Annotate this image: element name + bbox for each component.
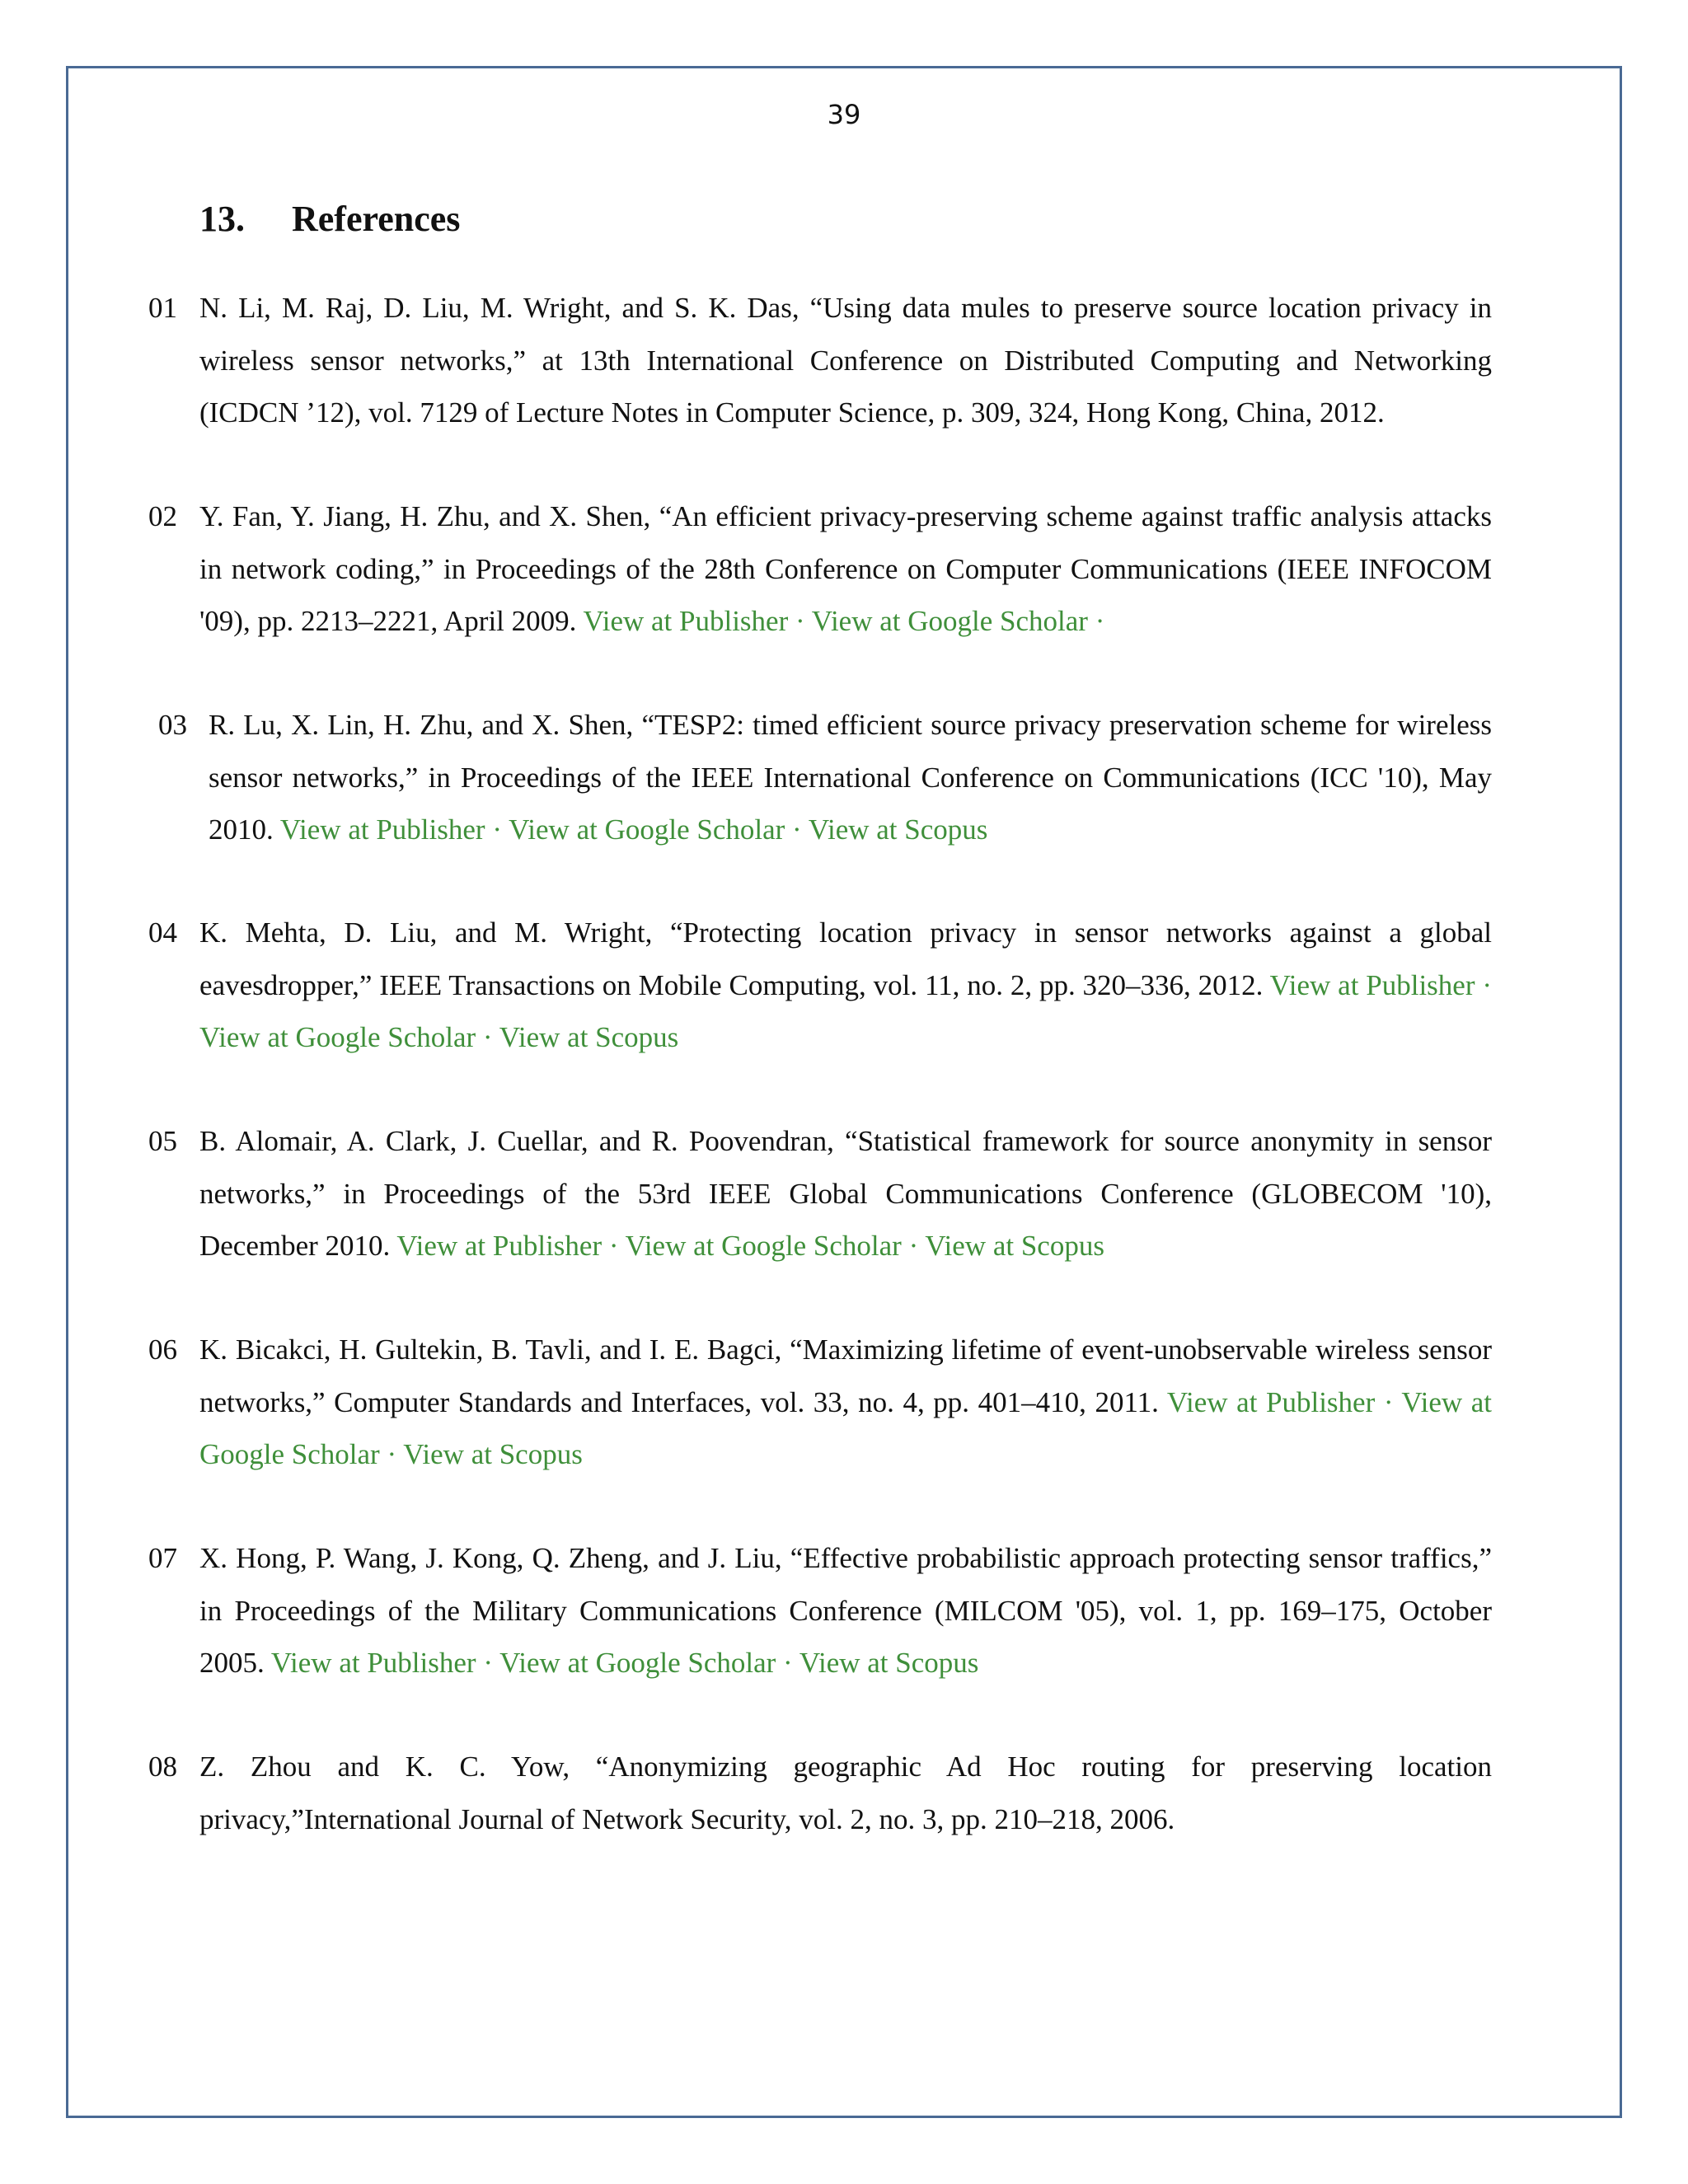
view-at-scopus-link[interactable]: View at Scopus <box>925 1230 1104 1262</box>
page-number: 39 <box>827 99 861 130</box>
reference-item <box>148 907 1492 1064</box>
reference-item <box>148 1115 1492 1272</box>
reference-text <box>209 699 1492 856</box>
reference-text <box>199 1741 1492 1845</box>
view-at-scopus-link[interactable]: View at Scopus <box>403 1438 583 1470</box>
view-at-google-scholar-link[interactable]: View at Google Scholar <box>811 605 1088 637</box>
reference-item <box>148 699 1492 856</box>
reference-index: 01 <box>148 292 177 324</box>
reference-text <box>199 1324 1492 1481</box>
citation-text: B. Alomair, A. Clark, J. Cuellar, and R. Poovendran, “Statistical framework for source anonymity in sensor networks,” in Proceedings of the 53rd IEEE Global Communications Conference (GLOBECOM '10), December 2010. <box>199 1125 1492 1262</box>
reference-index: 04 <box>148 916 177 949</box>
section-title: References <box>292 199 461 239</box>
link-separator: · <box>476 1021 499 1053</box>
view-at-publisher-link[interactable]: View at Publisher <box>1166 1385 1376 1418</box>
view-at-google-scholar-link[interactable]: View at Google Scholar <box>199 1021 476 1053</box>
view-at-scopus-link[interactable]: View at Scopus <box>799 1647 979 1679</box>
reference-index: 03 <box>158 709 187 741</box>
reference-item <box>148 1532 1492 1690</box>
citation-text: Z. Zhou and K. C. Yow, “Anonymizing geographic Ad Hoc routing for preserving location privacy,”International Journal of Network Security, vol. 2, no. 3, pp. 210–218, 2006. <box>199 1750 1492 1835</box>
reference-text <box>199 282 1492 439</box>
link-separator: · <box>485 813 509 846</box>
reference-text <box>199 490 1492 648</box>
reference-text <box>199 907 1492 1064</box>
link-separator: · <box>1375 1385 1402 1418</box>
reference-index: 06 <box>148 1333 177 1366</box>
link-separator: · <box>476 1647 500 1679</box>
view-at-scopus-link[interactable]: View at Scopus <box>499 1021 679 1053</box>
view-at-publisher-link[interactable]: View at Publisher <box>279 813 485 846</box>
link-separator: · <box>785 813 809 846</box>
view-at-publisher-link[interactable]: View at Publisher <box>270 1647 476 1679</box>
view-at-google-scholar-link[interactable]: View at Google Scholar <box>199 1385 1492 1470</box>
citation-text: Y. Fan, Y. Jiang, H. Zhu, and X. Shen, “An efficient privacy-preserving scheme against traffic analysis attacks in network coding,” in Proceedings of the 28th Conference on Computer Communications (IEEE INFOCOM '09), pp. 2213–2221, April 2009. <box>199 500 1492 637</box>
link-separator: · <box>602 1230 626 1262</box>
link-separator: · <box>1475 968 1492 1001</box>
section-heading <box>199 198 460 240</box>
link-separator: · <box>1087 605 1105 637</box>
view-at-google-scholar-link[interactable]: View at Google Scholar <box>499 1647 776 1679</box>
citation-text: K. Mehta, D. Liu, and M. Wright, “Protecting location privacy in sensor networks against a global eavesdropper,” IEEE Transactions on Mobile Computing, vol. 11, no. 2, pp. 320–336, 2012. <box>199 916 1492 1001</box>
reference-item <box>148 1324 1492 1481</box>
view-at-google-scholar-link[interactable]: View at Google Scholar <box>509 813 785 846</box>
reference-text <box>199 1532 1492 1690</box>
citation-text: N. Li, M. Raj, D. Liu, M. Wright, and S. K. Das, “Using data mules to preserve source location privacy in wireless sensor networks,” at 13th International Conference on Distributed Computing and Networking (ICDCN ’12), vol. 7129 of Lecture Notes in Computer Science, p. 309, 324, Hong Kong, China, 2012. <box>199 292 1492 429</box>
reference-index: 05 <box>148 1125 177 1157</box>
link-separator: · <box>776 1647 799 1679</box>
reference-index: 08 <box>148 1750 177 1783</box>
reference-index: 07 <box>148 1542 177 1574</box>
reference-item <box>148 490 1492 648</box>
reference-item <box>148 282 1492 439</box>
view-at-google-scholar-link[interactable]: View at Google Scholar <box>625 1230 902 1262</box>
view-at-scopus-link[interactable]: View at Scopus <box>808 813 988 846</box>
link-separator: · <box>379 1438 404 1470</box>
reference-text <box>199 1115 1492 1272</box>
citation-text: K. Bicakci, H. Gultekin, B. Tavli, and I. E. Bagci, “Maximizing lifetime of event-unobservable wireless sensor networks,” Computer Standards and Interfaces, vol. 33, no. 4, pp. 401–410, 2011. <box>199 1333 1492 1418</box>
link-separator: · <box>788 605 812 637</box>
link-separator: · <box>901 1230 926 1262</box>
section-number: 13. <box>199 199 245 239</box>
reference-index: 02 <box>148 500 177 532</box>
view-at-publisher-link[interactable]: View at Publisher <box>1269 968 1475 1001</box>
view-at-publisher-link[interactable]: View at Publisher <box>396 1230 603 1262</box>
reference-item <box>148 1741 1492 1845</box>
citation-text: R. Lu, X. Lin, H. Zhu, and X. Shen, “TESP2: timed efficient source privacy preservation scheme for wireless sensor networks,” in Proceedings of the IEEE International Conference on Communications (ICC '10), May 2010. <box>209 709 1492 846</box>
view-at-publisher-link[interactable]: View at Publisher <box>583 605 789 637</box>
citation-text: X. Hong, P. Wang, J. Kong, Q. Zheng, and J. Liu, “Effective probabilistic approach protecting sensor traffics,” in Proceedings of the Military Communications Conference (MILCOM '05), vol. 1, pp. 169–175, October 2005. <box>199 1542 1492 1679</box>
